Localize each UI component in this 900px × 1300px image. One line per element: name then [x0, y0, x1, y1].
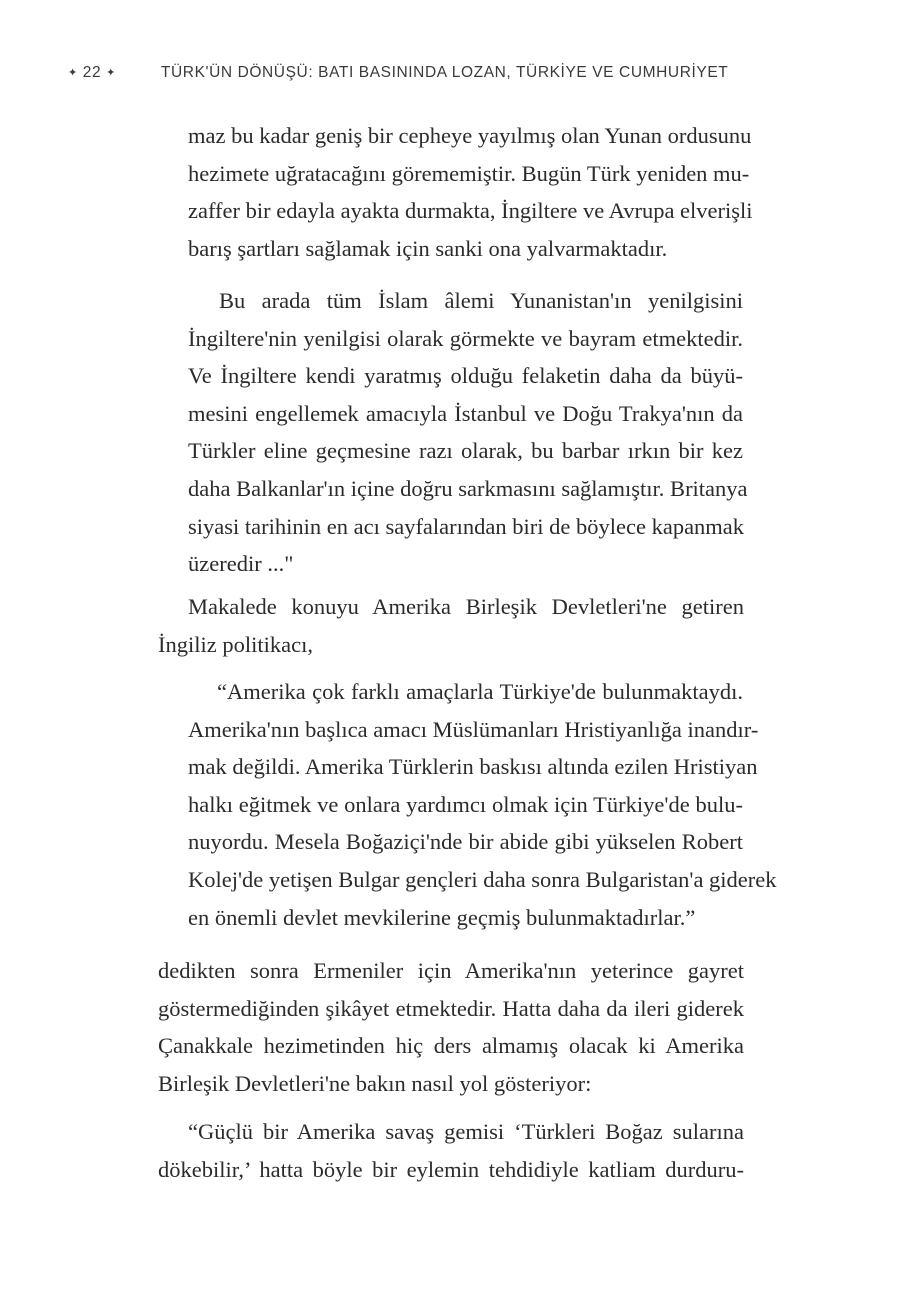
quote-paragraph-2 — [188, 282, 748, 583]
text-line: nuyordu. Mesela Boğaziçi'nde bir abide gibi yükselen Robert — [188, 829, 743, 855]
text-line: halkı eğitmek ve onlara yardımcı olmak için Türkiye'de bulu- — [188, 791, 743, 817]
text-line: dökebilir,’ hatta böyle bir eylemin tehdidiyle katliam durduru- — [158, 1156, 744, 1182]
text-line: Amerika'nın başlıca amacı Müslümanları Hristiyanlığa inandır- — [188, 716, 759, 742]
text-line: İngiltere'nin yenilgisi olarak görmekte ve bayram etmektedir. — [188, 325, 743, 351]
body-paragraph-2 — [158, 952, 744, 1102]
text-line: Türkler eline geçmesine razı olarak, bu barbar ırkın bir kez — [188, 438, 743, 464]
text-line: siyasi tarihinin en acı sayfalarından biri de böylece kapanmak — [188, 513, 745, 539]
text-line: en önemli devlet mevkilerine geçmiş bulunmaktadırlar.” — [188, 904, 696, 930]
text-line: daha Balkanlar'ın içine doğru sarkmasını sağlamıştır. Britanya — [188, 475, 748, 501]
quote-paragraph-1 — [188, 117, 753, 267]
text-line: göstermediğinden şikâyet etmektedir. Hatta daha da ileri giderek — [158, 995, 744, 1021]
text-line: Bu arada tüm İslam âlemi Yunanistan'ın yenilgisini — [219, 288, 743, 313]
text-line: zaffer bir edayla ayakta durmakta, İngiltere ve Avrupa elverişli — [188, 198, 753, 224]
running-title: TÜRK'ÜN DÖNÜŞÜ: BATI BASININDA LOZAN, TÜRKİYE VE CUMHURİYET — [160, 64, 729, 81]
text-line: üzeredir ..." — [188, 551, 294, 577]
text-line: hezimete uğratacağını görememiştir. Bugün Türk yeniden mu- — [188, 160, 750, 186]
text-line: Çanakkale hezimetinden hiç ders almamış olacak ki Amerika — [158, 1033, 744, 1059]
text-line: Birleşik Devletleri'ne bakın nasıl yol gösteriyor: — [158, 1070, 592, 1096]
page-number-block — [68, 64, 156, 82]
text-line: Kolej'de yetişen Bulgar gençleri daha sonra Bulgaristan'a giderek — [188, 866, 777, 892]
body-paragraph-3 — [158, 1113, 744, 1188]
text-line: Ve İngiltere kendi yaratmış olduğu felaketin daha da büyü- — [188, 363, 743, 389]
text-line: maz bu kadar geniş bir cepheye yayılmış olan Yunan ordusunu — [188, 123, 752, 148]
text-line: barış şartları sağlamak için sanki ona yalvarmaktadır. — [188, 235, 668, 261]
text-line: “Amerika çok farklı amaçlarla Türkiye'de bulunmaktaydı. — [217, 679, 743, 704]
text-line: dedikten sonra Ermeniler için Amerika'nın yeterince gayret — [158, 958, 744, 983]
body-paragraph-1 — [158, 588, 744, 663]
text-line: “Güçlü bir Amerika savaş gemisi ‘Türkleri Boğaz sularına — [188, 1119, 744, 1144]
text-line: Makalede konuyu Amerika Birleşik Devletleri'ne getiren — [188, 594, 744, 619]
ornament-star-icon: ✦ — [68, 67, 78, 79]
text-line: mesini engellemek amacıyla İstanbul ve Doğu Trakya'nın da — [188, 400, 743, 426]
page-number: 22 — [82, 64, 102, 81]
ornament-star-icon: ✦ — [106, 67, 116, 79]
running-header — [68, 64, 848, 88]
text-line: İngiliz politikacı, — [158, 631, 313, 657]
text-line: mak değildi. Amerika Türklerin baskısı altında ezilen Hristiyan — [188, 754, 758, 780]
quote-paragraph-3 — [188, 673, 777, 936]
